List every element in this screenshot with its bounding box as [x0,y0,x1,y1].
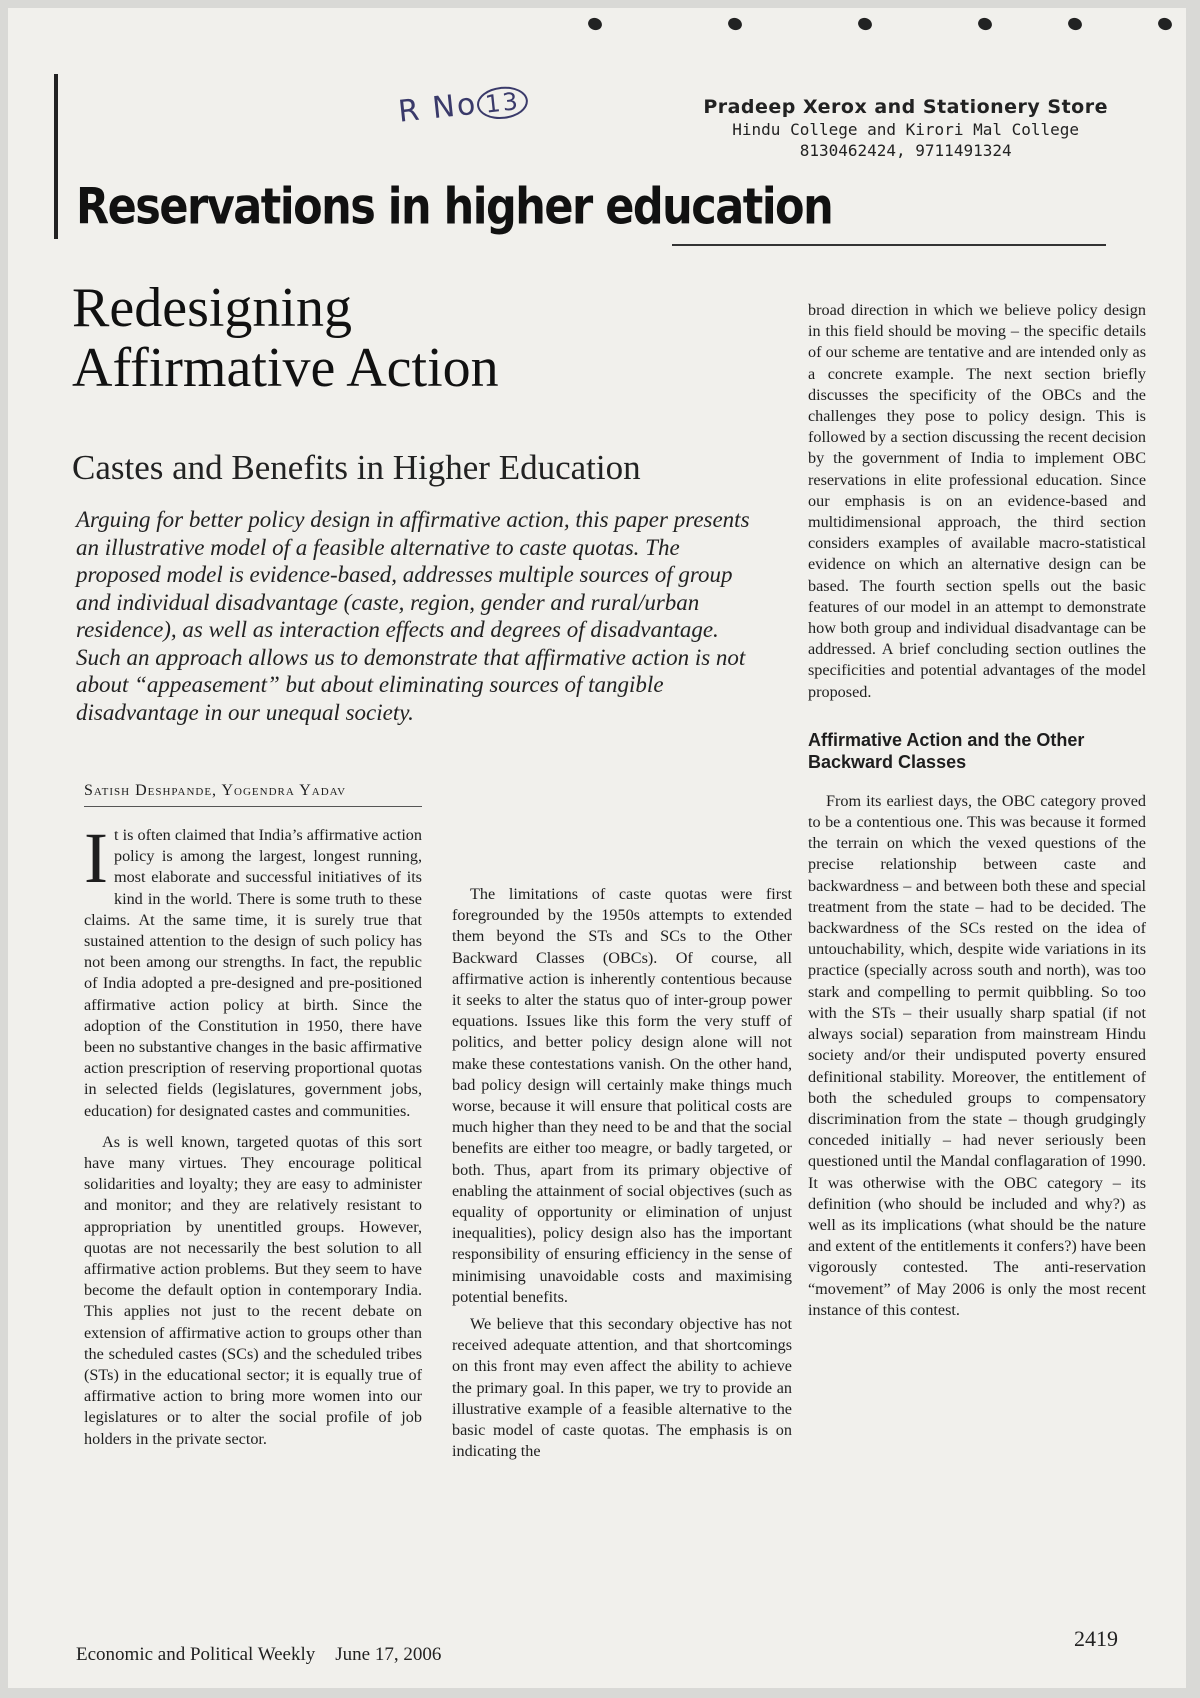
article-subtitle: Castes and Benefits in Higher Education [72,448,641,487]
paragraph-5: From its earliest days, the OBC category proved to be a contentious one. This was because it formed the terrain on which the vexed questions of the precise relationship between caste and backwardness – and between both these and special treatment from the state – had to be decided. The backwardness of the SCs rested on the idea of untouchability, which, despite wide variations in its practice (specially across south and north), was too stark and compelling to permit quibbling. So too with the STs – their usually sharp spatial (if not always social) separation from mainstream Hindu society and/or their undisputed poverty ensured definitional stability. Moreover, the entitlement of both the scheduled groups to compensatory discrimination from the state – though grudgingly conceded initially – had never seriously been questioned until the Mandal conflagaration of 1990. It was otherwise with the OBC category – its definition (who should be included and why?) as well as its implications (what should be the nature and extent of the entitlements it confers?) have been vigorously contested. The anti-reservation “movement” of May 2006 is only the most recent instance of this contest. [808,791,1147,1319]
shop-stamp [703,96,1108,160]
article-abstract: Arguing for better policy design in affirmative action, this paper presents an illustrative model of a feasible alternative to caste quotas. The proposed model is evidence-based, addresses multiple sources of group and individual disadvantage (caste, region, gender and rural/urban residence), as well as interaction effects and degrees of disadvantage. Such an approach allows us to demonstrate that affirmative action is not about “appeasement” but about eliminating sources of tangible disadvantage in our unequal society. [76,507,750,725]
journal-page [8,8,1186,1688]
subheading: Affirmative Action and the Other Backward Classes [808,729,1085,772]
paragraph-3: The limitations of caste quotas were first foregrounded by the 1950s attempts to extended them beyond the STs and SCs to the Other Backward Classes (OBCs). Of course, all affirmative action is inherently contentious because it seeks to alter the status quo of inter-group power equations. Issues like this form the very stuff of politics, and better policy design alone will not make these contestations vanish. On the other hand, bad policy design will certainly make things much worse, because it will ensure that political costs are much higher than they need to be and that the social benefits are either too meagre, or badly targeted, or both. Thus, apart from its primary objective of enabling the attainment of social objectives (such as equality of opportunity or elimination of unjust inequalities), policy design also has the important responsibility of ensuring efficiency in the sense of minimising unavoidable costs and maximising potential benefits. [452,885,792,1306]
journal-name: Economic and Political Weekly [76,1644,316,1665]
circled-number: 13 [476,84,530,121]
author-byline: Satish Deshpande, Yogendra Yadav [84,782,422,807]
stamp-shop-name: Pradeep Xerox and Stationery Store [703,96,1108,118]
handwritten-note: R No 13 [397,81,530,129]
paragraph-1: It is often claimed that India’s affirmative action policy is among the largest, longest running, most elaborate and successful initiatives of its kind in the world. There is some truth to these claims. At the same time, it is surely true that sustained attention to the design of such policy has not been among our strengths. In fact, the republic of India adopted a pre-designed and pre-positioned affirmative action policy at birth. Since the adoption of the Constitution in 1950, there have been no substantive changes in the basic affirmative action prescription of reserving proportional quotas in selected fields (legislatures, government jobs, education) for designated castes and communities. [84,818,422,1120]
column-2 [452,780,792,1462]
article-title [72,278,499,398]
title-line-2: Affirmative Action [72,337,499,399]
paragraph-4: We believe that this secondary objective has not received adequate attention, and that shortcomings on this front may even affect the ability to achieve the primary goal. In this paper, we try to provide an illustrative example of a feasible alternative to the basic model of caste quotas. The emphasis is on indicating the [452,1315,792,1461]
stamp-phone: 8130462424, 9711491324 [799,141,1012,160]
page-number: 2419 [1074,1626,1118,1651]
column-1 [84,818,422,1450]
footer-citation [76,1644,441,1666]
issue-date: June 17, 2006 [335,1644,442,1665]
paragraph-4-continued: broad direction in which we believe policy design in this field should be moving – the specific details of our scheme are tentative and are intended only as a concrete example. The next section briefly discusses the specificity of the OBCs and the challenges they pose to policy design. This is followed by a section discussing the recent decision by the government of India to implement OBC reservations in elite professional education. Since our emphasis is on an evidence-based and multidimensional approach, the third section considers examples of available macro-statistical evidence on which an alternative design can be based. The fourth section spells out the basic features of our model in an attempt to demonstrate how both group and individual disadvantage can be addressed. A brief concluding section outlines the specificities and potential advantages of the model proposed. [808,301,1146,701]
section-heading: Reservations in higher education [76,166,1126,246]
scan-speckles [568,14,1178,38]
title-line-1: Redesigning [72,277,352,339]
heading-rule [672,244,1106,246]
paragraph-2: As is well known, targeted quotas of this sort have many virtues. They encourage political solidarities and loyalty; they are easy to administer and monitor; and they are relatively resistant to appropriation by unentitled groups. However, quotas are not necessarily the best solution to all affirmative action problems. But they seem to have become the default option in contemporary India. This applies not just to the recent debate on extension of affirmative action to groups other than the scheduled castes (SCs) and the scheduled tribes (STs) in the educational sector; it is equally true of affirmative action to bring more women into our legislatures or to alter the social profile of job holders in the private sector. [84,1132,422,1448]
drop-cap: I [84,818,108,898]
stamp-colleges: Hindu College and Kirori Mal College [732,120,1080,139]
margin-bar [54,74,58,239]
column-3 [808,300,1146,1321]
